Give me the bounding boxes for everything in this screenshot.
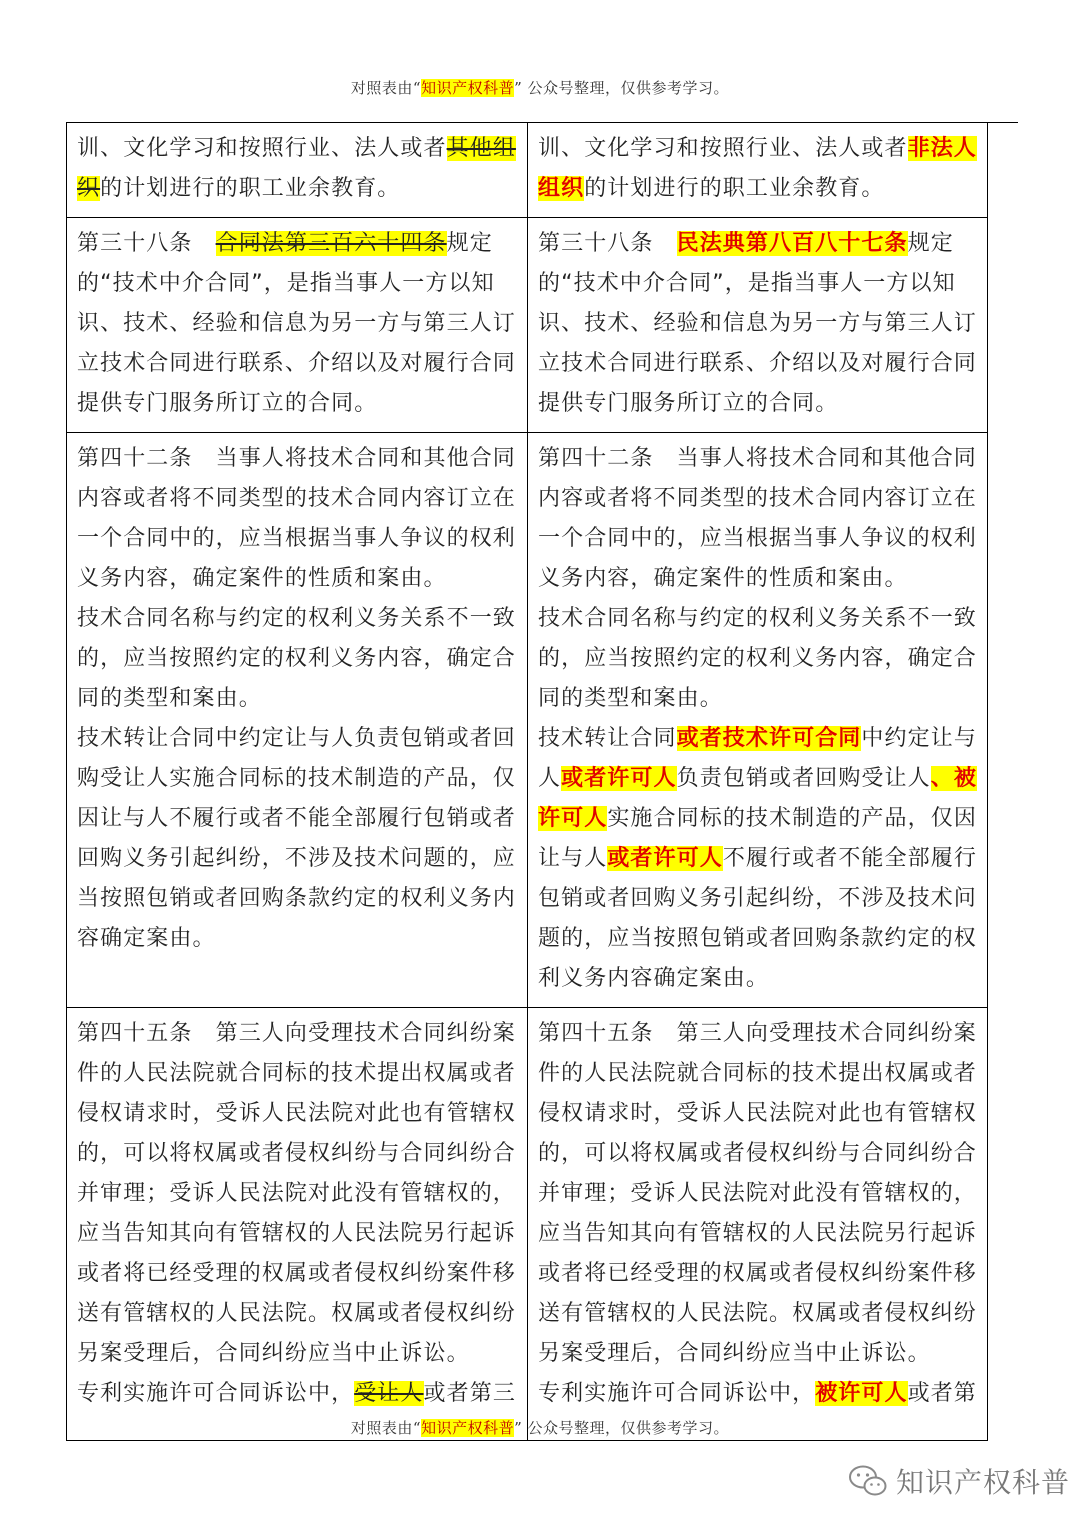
header-note-brand: 知识产权科普 — [421, 79, 515, 97]
paragraph: 第四十二条 当事人将技术合同和其他合同内容或者将不同类型的技术合同内容订立在一个合同中的，应当根据当事人争议的权利义务内容，确定案件的性质和案由。 — [77, 446, 516, 591]
deleted-text: 受让人 — [354, 1381, 424, 1406]
footer-note — [0, 1417, 1080, 1438]
paragraph: 技术合同名称与约定的权利义务关系不一致的，应当按照约定的权利义务内容，确定合同的类型和案由。 — [538, 606, 977, 711]
footer-note-suffix: ” 公众号整理，仅供参考学习。 — [514, 1419, 730, 1437]
header-note-suffix: ” 公众号整理，仅供参考学习。 — [514, 79, 730, 97]
table-row — [67, 123, 988, 218]
footer-note-prefix: 对照表由“ — [350, 1419, 422, 1437]
deleted-text: 其他组织 — [77, 136, 516, 201]
table-row — [67, 1008, 988, 1441]
added-text: 民法典第八百八十七条 — [676, 231, 908, 256]
paragraph: 训、文化学习和按照行业、法人或者非法人组织的计划进行的职工业余教育。 — [538, 136, 977, 201]
added-text: 或者许可人 — [607, 846, 723, 871]
added-text: 或者技术许可合同 — [676, 726, 862, 751]
watermark-text: 知识产权科普 — [896, 1466, 1071, 1499]
footer-note-brand: 知识产权科普 — [421, 1419, 515, 1437]
paragraph: 技术合同名称与约定的权利义务关系不一致的，应当按照约定的权利义务内容，确定合同的类型和案由。 — [77, 606, 516, 711]
watermark — [848, 1458, 1070, 1504]
deleted-text: 合同法第三百六十四条 — [215, 231, 447, 256]
comparison-table — [66, 122, 988, 1441]
old-text-cell — [67, 123, 528, 218]
added-text: 、被许可人 — [538, 766, 977, 831]
paragraph: 第四十五条 第三人向受理技术合同纠纷案件的人民法院就合同标的技术提出权属或者侵权请求时，受诉人民法院对此也有管辖权的，可以将权属或者侵权纠纷与合同纠纷合并审理；受诉人民法院对此没有管辖权的，应当告知其向有管辖权的人民法院另行起诉或者将已经受理的权属或者侵权纠纷案件移送有管辖权的人民法院。权属或者侵权纠纷另案受理后，合同纠纷应当中止诉讼。 — [77, 1021, 516, 1366]
header-note — [0, 77, 1080, 98]
header-note-prefix: 对照表由“ — [350, 79, 422, 97]
table-row — [67, 218, 988, 433]
added-text: 或者许可人 — [561, 766, 677, 791]
added-text: 非法人组织 — [538, 136, 977, 201]
old-text-cell — [67, 433, 528, 1008]
paragraph: 第四十五条 第三人向受理技术合同纠纷案件的人民法院就合同标的技术提出权属或者侵权请求时，受诉人民法院对此也有管辖权的，可以将权属或者侵权纠纷与合同纠纷合并审理；受诉人民法院对此没有管辖权的，应当告知其向有管辖权的人民法院另行起诉或者将已经受理的权属或者侵权纠纷案件移送有管辖权的人民法院。权属或者侵权纠纷另案受理后，合同纠纷应当中止诉讼。 — [538, 1021, 977, 1366]
new-text-cell — [528, 218, 988, 433]
new-text-cell — [528, 123, 988, 218]
old-text-cell — [67, 1008, 528, 1441]
paragraph: 训、文化学习和按照行业、法人或者其他组织的计划进行的职工业余教育。 — [77, 136, 516, 201]
paragraph: 专利实施许可合同诉讼中，受让人或者第三 — [77, 1374, 518, 1410]
paragraph: 第四十二条 当事人将技术合同和其他合同内容或者将不同类型的技术合同内容订立在一个合同中的，应当根据当事人争议的权利义务内容，确定案件的性质和案由。 — [538, 446, 977, 591]
new-text-cell — [528, 433, 988, 1008]
paragraph: 专利实施许可合同诉讼中，被许可人或者第 — [538, 1374, 978, 1410]
cell-content — [77, 1014, 518, 1410]
paragraph: 第三十八条 民法典第八百八十七条规定的“技术中介合同”，是指当事人一方以知识、技术、经验和信息为另一方与第三人订立技术合同进行联系、介绍以及对履行合同提供专门服务所订立的合同。 — [538, 231, 977, 416]
paragraph: 第三十八条 合同法第三百六十四条规定的“技术中介合同”，是指当事人一方以知识、技术、经验和信息为另一方与第三人订立技术合同进行联系、介绍以及对履行合同提供专门服务所订立的合同。 — [77, 231, 516, 416]
paragraph: 技术转让合同中约定让与人负责包销或者回购受让人实施合同标的技术制造的产品，仅因让与人不履行或者不能全部履行包销或者回购义务引起纠纷，不涉及技术问题的，应当按照包销或者回购条款约定的权利义务内容确定案由。 — [77, 726, 516, 951]
table-row — [67, 433, 988, 1008]
wechat-icon — [848, 1464, 888, 1498]
new-text-cell — [528, 1008, 988, 1441]
paragraph: 技术转让合同或者技术许可合同中约定让与人或者许可人负责包销或者回购受让人、被许可人实施合同标的技术制造的产品，仅因让与人或者许可人不履行或者不能全部履行包销或者回购义务引起纠纷，不涉及技术问题的，应当按照包销或者回购条款约定的权利义务内容确定案由。 — [538, 726, 977, 991]
added-text: 被许可人 — [815, 1381, 908, 1406]
cell-content — [538, 1014, 978, 1410]
old-text-cell — [67, 218, 528, 433]
